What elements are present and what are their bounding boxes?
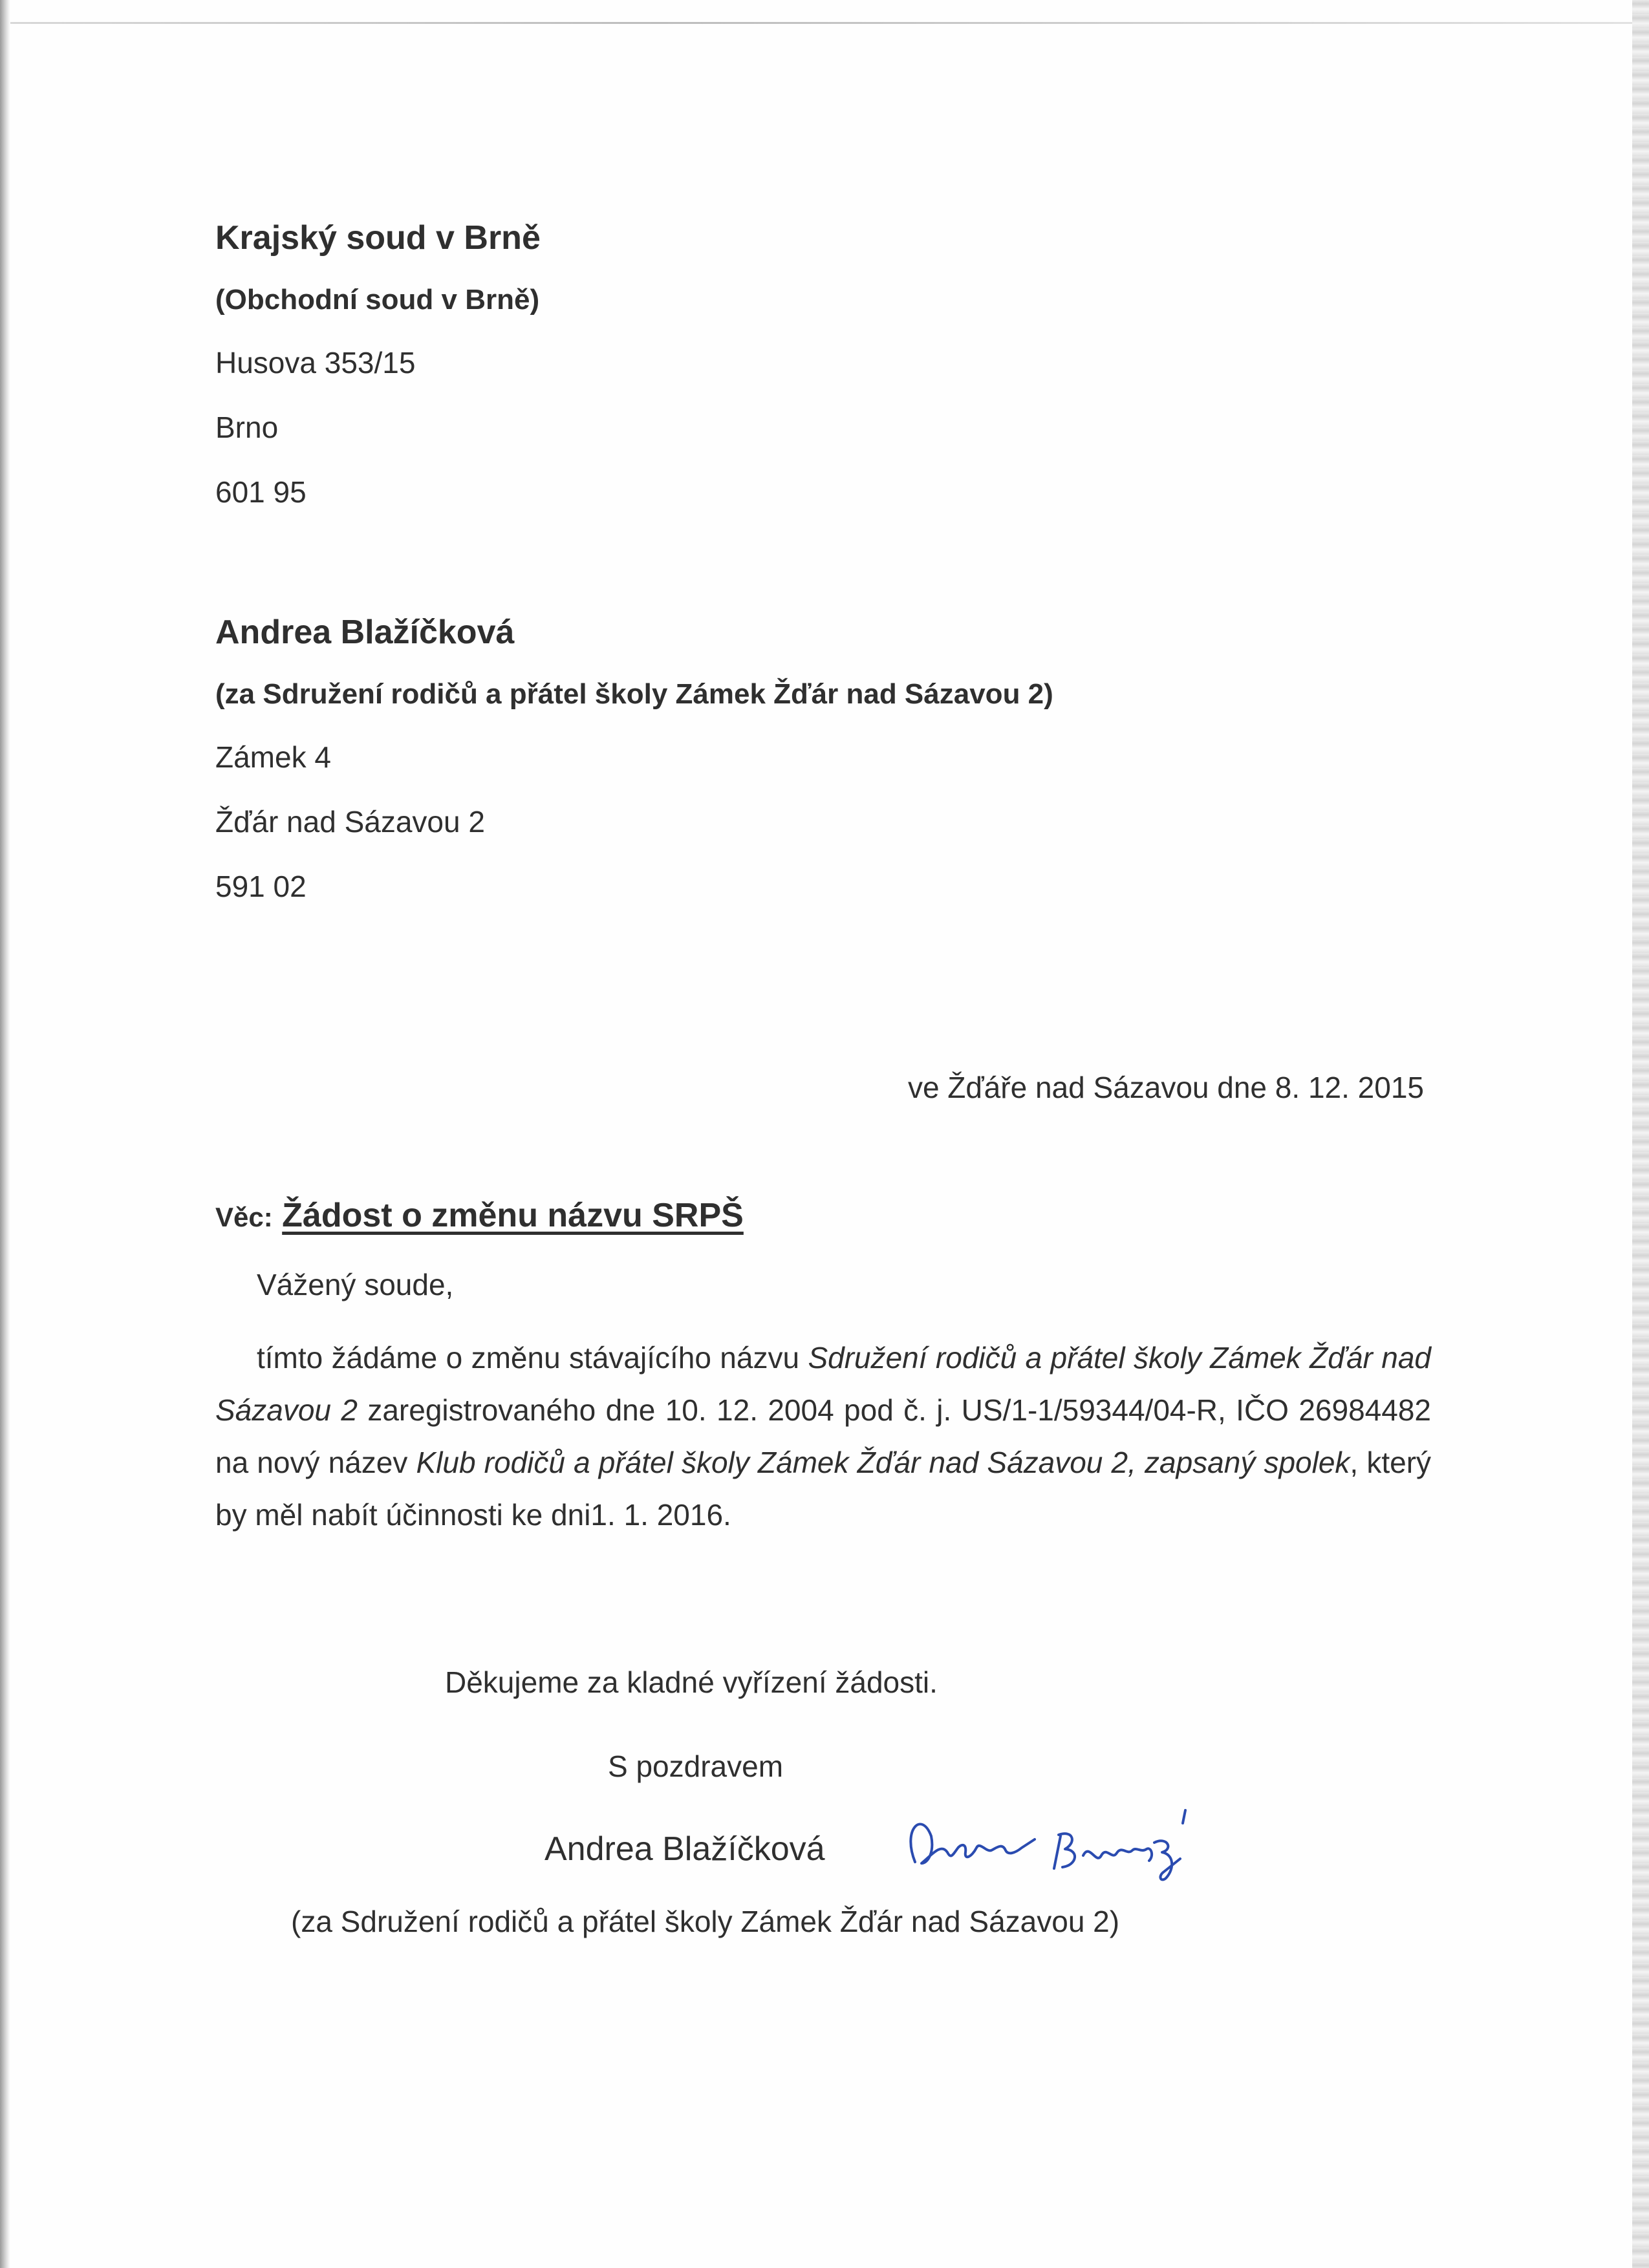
sender-city: Žďár nad Sázavou 2 xyxy=(215,805,485,839)
body-text-part-2: zaregistrovaného dne 10. 12. 2004 pod č. j. US/1-1/59344/04-R, IČO 26984482 na nový název xyxy=(215,1393,1431,1479)
recipient-address xyxy=(215,219,541,509)
signer-organization: (za Sdružení rodičů a přátel školy Zámek Žďár nad Sázavou 2) xyxy=(291,1905,1120,1938)
sender-address xyxy=(215,613,1053,904)
subject-label: Věc: xyxy=(215,1202,273,1232)
recipient-street: Husova 353/15 xyxy=(215,346,416,380)
recipient-name: Krajský soud v Brně xyxy=(215,219,541,257)
sender-name: Andrea Blažíčková xyxy=(215,614,515,651)
salutation: Vážený soude, xyxy=(257,1268,454,1301)
sender-on-behalf: (za Sdružení rodičů a přátel školy Zámek Žďár nad Sázavou 2) xyxy=(215,678,1053,710)
scan-edge-top xyxy=(0,22,1649,24)
closing-regards: S pozdravem xyxy=(608,1749,784,1783)
handwritten-signature xyxy=(896,1791,1206,1888)
body-paragraph xyxy=(215,1332,1431,1541)
body-old-name: Sdružení rodičů a přátel školy Zámek Žďár nad Sázavou 2 xyxy=(215,1341,1431,1427)
recipient-city: Brno xyxy=(215,411,279,444)
body-text-part-1: tímto žádáme o změnu stávajícího názvu xyxy=(257,1341,808,1375)
date-line: ve Žďáře nad Sázavou dne 8. 12. 2015 xyxy=(907,1071,1424,1104)
recipient-postcode: 601 95 xyxy=(215,475,307,509)
recipient-subtitle: (Obchodní soud v Brně) xyxy=(215,284,540,316)
subject-line xyxy=(215,1196,744,1235)
subject-title: Žádost o změnu názvu SRPŠ xyxy=(282,1197,744,1234)
signer-name: Andrea Blažíčková xyxy=(544,1830,825,1868)
body-new-name: Klub rodičů a přátel školy Zámek Žďár nad Sázavou 2, zapsaný spolek xyxy=(416,1446,1350,1479)
scan-edge-right xyxy=(1632,0,1649,2268)
body-text-part-3: , který by měl nabít účinnosti ke dni1. 1. 2016. xyxy=(215,1446,1432,1532)
closing-thanks: Děkujeme za kladné vyřízení žádosti. xyxy=(445,1665,938,1699)
sender-postcode: 591 02 xyxy=(215,870,307,903)
sender-street: Zámek 4 xyxy=(215,740,331,774)
scan-edge-left xyxy=(0,0,10,2268)
